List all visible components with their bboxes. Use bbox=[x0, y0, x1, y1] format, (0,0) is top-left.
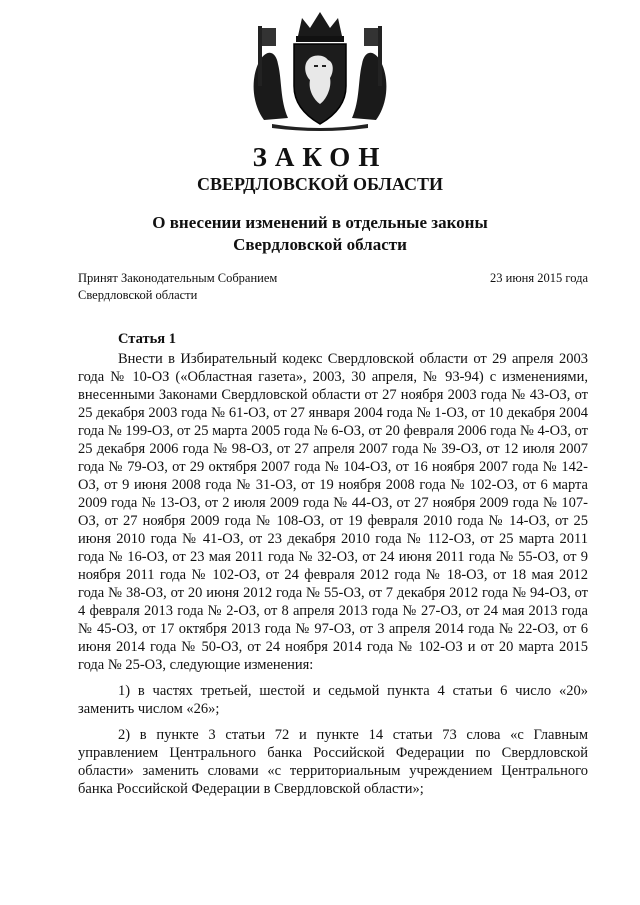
article-item-2: 2) в пункте 3 статьи 72 и пункте 14 статьи 73 слова «с Главным управлением Центрального банка Российской Федерации по Свердловской области» заменить словами «с территориальным учреждением Центрального банка Российской Федерации в Свердловской области»; bbox=[78, 727, 588, 797]
region-name: СВЕРДЛОВСКОЙ ОБЛАСТИ bbox=[197, 174, 443, 194]
adoption-line-1: Принят Законодательным Собранием bbox=[78, 271, 278, 285]
article-intro: Внести в Избирательный кодекс Свердловской области от 29 апреля 2003 года № 10-ОЗ («Областная газета», 2003, 30 апреля, № 93-94) с изменениями, внесенными Законами Свердловской области от 27 ноября 2003 года № 43-ОЗ, от 25 декабря 2003 года № 61-ОЗ, от 27 января 2004 года № 1-ОЗ, от 10 декабря 2004 года № 199-ОЗ, от 25 марта 2005 года № 6-ОЗ, от 20 февраля 2006 года № 4-ОЗ, от 25 декабря 2006 года № 98-ОЗ, от 27 апреля 2007 года № 39-ОЗ, от 12 июля 2007 года № 79-ОЗ, от 29 октября 2007 года № 104-ОЗ, от 16 ноября 2007 года № 142-ОЗ, от 9 июня 2008 года № 31-ОЗ, от 19 ноября 2008 года № 102-ОЗ, от 6 марта 2009 года № 13-ОЗ, от 2 июля 2009 года № 44-ОЗ, от 27 ноября 2009 года № 107-ОЗ, от 27 ноября 2009 года № 108-ОЗ, от 19 февраля 2010 года № 14-ОЗ, от 25 июня 2010 года № 41-ОЗ, от 23 декабря 2010 года № 112-ОЗ, от 25 марта 2011 года № 16-ОЗ, от 23 мая 2011 года № 32-ОЗ, от 24 июня 2011 года № 55-ОЗ, от 9 ноября 2011 года № 102-ОЗ, от 24 февраля 2012 года № 18-ОЗ, от 18 мая 2012 года № 38-ОЗ, от 20 июня 2012 года № 55-ОЗ, от 7 декабря 2012 года № 94-ОЗ, от 4 февраля 2013 года № 2-ОЗ, от 8 апреля 2013 года № 27-ОЗ, от 24 мая 2013 года № 45-ОЗ, от 17 октября 2013 года № 97-ОЗ, от 3 апреля 2014 года № 22-ОЗ, от 6 июня 2014 года № 50-ОЗ, от 24 ноября 2014 года № 102-ОЗ и от 20 марта 2015 года № 25-ОЗ, следующие изменения: bbox=[78, 351, 588, 673]
article-item-1: 1) в частях третьей, шестой и седьмой пункта 4 статьи 6 число «20» заменить числом «26»; bbox=[78, 683, 588, 717]
law-subject-line-2: Свердловской области bbox=[233, 235, 407, 254]
law-subject bbox=[0, 212, 640, 256]
coat-of-arms-icon bbox=[242, 8, 398, 132]
law-title: ЗАКОН bbox=[252, 142, 388, 172]
article-body bbox=[78, 350, 588, 798]
adoption-authority bbox=[78, 270, 378, 304]
article-title: Статья 1 bbox=[118, 331, 176, 347]
law-subject-line-1: О внесении изменений в отдельные законы bbox=[152, 213, 488, 232]
adoption-line-2: Свердловской области bbox=[78, 288, 198, 302]
adoption-date: 23 июня 2015 года bbox=[490, 271, 588, 285]
